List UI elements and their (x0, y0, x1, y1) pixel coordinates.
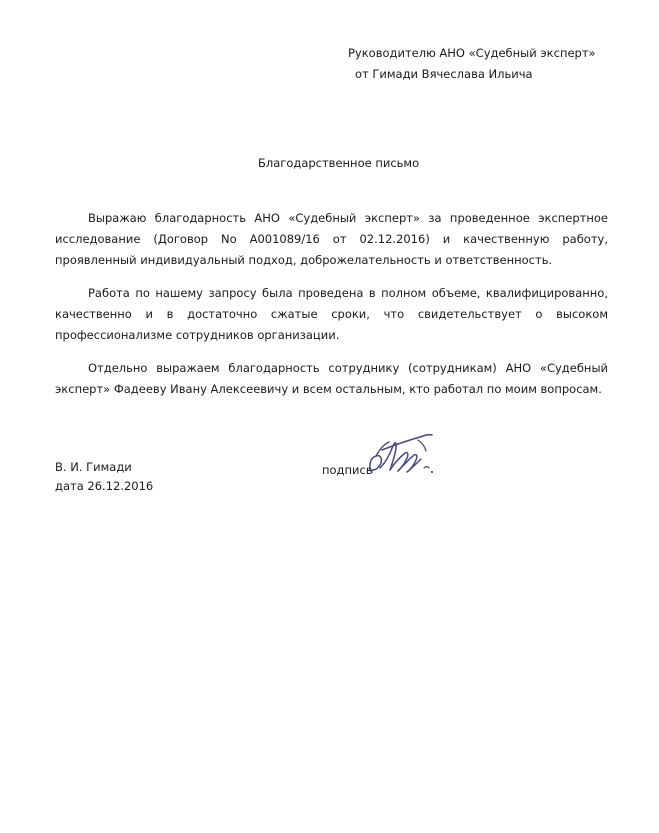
addressee-sender-line: от Гимади Вячеслава Ильича (355, 67, 533, 81)
document-body (55, 208, 608, 400)
signature-label: подпись (322, 463, 373, 477)
body-paragraph: Отдельно выражаем благодарность сотруднику (сотрудникам) АНО «Судебный эксперт» Фадееву Ивану Алексеевичу и всем остальным, кто работал по моим вопросам. (55, 361, 608, 396)
addressee-block (348, 43, 628, 85)
body-paragraph: Работа по нашему запросу была проведена в полном объеме, квалифицированно, качественно и в достаточно сжатые сроки, что свидетельствует о высоком профессионализме сотрудников организации. (55, 286, 608, 342)
addressee-organization-line: Руководителю АНО «Судебный эксперт» (348, 46, 596, 60)
document-title: Благодарственное письмо (258, 156, 420, 170)
body-paragraph: Выражаю благодарность АНО «Судебный эксперт» за проведенное экспертное исследование (Договор No A001089/16 от 02.12.2016) и качественную работу, проявленный индивидуальный подход, доброжелательность и ответственность. (55, 211, 608, 267)
handwritten-signature-icon (362, 432, 440, 478)
signatory-block (55, 458, 153, 496)
signature-date: дата 26.12.2016 (55, 479, 154, 493)
signatory-name: В. И. Гимади (55, 460, 132, 474)
